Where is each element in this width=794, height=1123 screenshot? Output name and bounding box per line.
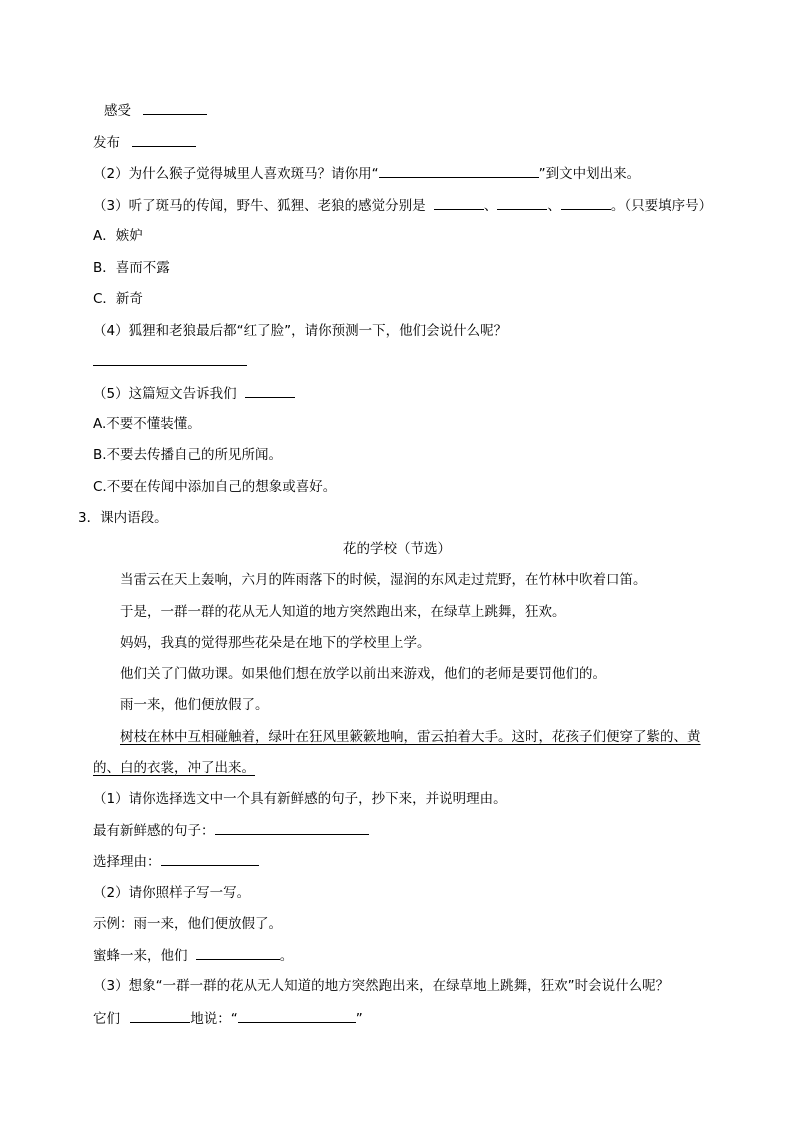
s3-question-1: （1）请你选择选文中一个具有新鲜感的句子，抄下来，并说明理由。 <box>93 791 507 807</box>
passage-paragraph: 妈妈，我真的觉得那些花朵是在地下的学校里上学。 <box>120 635 431 651</box>
s2-q3-prefix: （3）听了斑马的传闻，野牛、狐狸、老狼的感觉分别是 <box>93 198 426 214</box>
s3-q1-sentence-line <box>93 821 369 840</box>
passage-title: 花的学校（节选） <box>343 541 451 557</box>
s2-question-5 <box>93 384 295 403</box>
s3-q2-bee-blank[interactable] <box>196 946 280 960</box>
s2-q2-prefix: （2）为什么猴子觉得城里人喜欢斑马？请你用“ <box>93 166 379 182</box>
s2-q3-option-b: B．喜而不露 <box>93 260 170 276</box>
publish-line <box>93 133 196 152</box>
s2-q3-blank-1[interactable] <box>434 196 484 210</box>
section-3-heading: 3．课内语段。 <box>78 510 168 526</box>
s2-q3-option-c: C．新奇 <box>93 291 143 307</box>
s3-question-3: （3）想象“一群一群的花从无人知道的地方突然跑出来，在绿草地上跳舞，狂欢”时会说什么呢？ <box>93 978 670 994</box>
s2-q5-option-a: A.不要不懂装懂。 <box>93 416 201 432</box>
passage-paragraph: 于是，一群一群的花从无人知道的地方突然跑出来，在绿草上跳舞，狂欢。 <box>120 604 566 620</box>
s2-q3-suffix: 。（只要填序号） <box>610 198 713 214</box>
s2-q3-sep-2: 、 <box>547 198 561 214</box>
s3-q3-close-quote: ” <box>355 1011 363 1027</box>
s3-q1-reason-line <box>93 852 259 871</box>
s3-q3-say: 地说：“ <box>190 1011 238 1027</box>
s2-q2-suffix: ”到文中划出来。 <box>538 166 641 182</box>
underlined-sentence-line-1: 树枝在林中互相碰触着，绿叶在狂风里簌簌地响，雷云拍着大手。这时，花孩子们便穿了紫的、黄 <box>120 729 701 745</box>
s2-q2-blank[interactable] <box>379 164 539 178</box>
s3-q2-bee-line <box>93 946 293 965</box>
s2-q3-sep-1: 、 <box>483 198 498 214</box>
s2-q5-text: （5）这篇短文告诉我们 <box>93 386 237 402</box>
publish-blank[interactable] <box>132 133 196 147</box>
s3-q1-reason-label: 选择理由： <box>93 854 161 870</box>
feel-line <box>104 101 207 120</box>
s3-q3-answer-line <box>93 1009 363 1028</box>
s3-q2-bee-suffix: 。 <box>279 948 294 964</box>
s3-q1-sentence-label: 最有新鲜感的句子： <box>93 823 215 839</box>
s2-q3-option-a: A．嫉妒 <box>93 228 143 244</box>
passage-paragraph: 他们关了门做功课。如果他们想在放学以前出来游戏，他们的老师是要罚他们的。 <box>120 666 606 682</box>
underlined-sentence-line-2: 的、白的衣裳，冲了出来。 <box>93 760 255 776</box>
s3-q2-example: 示例：雨一来，他们便放假了。 <box>93 916 282 932</box>
feel-label: 感受 <box>104 103 131 119</box>
s3-q1-sentence-blank[interactable] <box>215 821 369 835</box>
s2-q5-option-c: C.不要在传闻中添加自己的想象或喜好。 <box>93 479 337 495</box>
feel-blank[interactable] <box>143 101 207 115</box>
publish-label: 发布 <box>93 135 120 151</box>
s3-q1-reason-blank[interactable] <box>161 852 259 866</box>
s3-question-2: （2）请你照样子写一写。 <box>93 885 251 901</box>
s2-question-4: （4）狐狸和老狼最后都“红了脸”，请你预测一下，他们会说什么呢？ <box>93 323 508 339</box>
passage-paragraph: 雨一来，他们便放假了。 <box>120 697 269 713</box>
s2-question-3 <box>93 196 712 215</box>
s2-question-2 <box>93 164 640 183</box>
s3-q3-they: 它们 <box>93 1011 120 1027</box>
s2-q5-blank[interactable] <box>245 384 295 398</box>
s3-q3-speech-blank[interactable] <box>238 1009 356 1023</box>
s2-q5-option-b: B.不要去传播自己的所见所闻。 <box>93 447 283 463</box>
s2-q4-answer-line[interactable] <box>93 365 247 366</box>
s3-q2-bee-prefix: 蜜蜂一来，他们 <box>93 948 188 964</box>
s3-q3-manner-blank[interactable] <box>130 1009 190 1023</box>
s2-q3-blank-2[interactable] <box>497 196 547 210</box>
s2-q3-blank-3[interactable] <box>561 196 611 210</box>
passage-paragraph: 当雷云在天上轰响，六月的阵雨落下的时候，湿润的东风走过荒野，在竹林中吹着口笛。 <box>120 572 647 588</box>
